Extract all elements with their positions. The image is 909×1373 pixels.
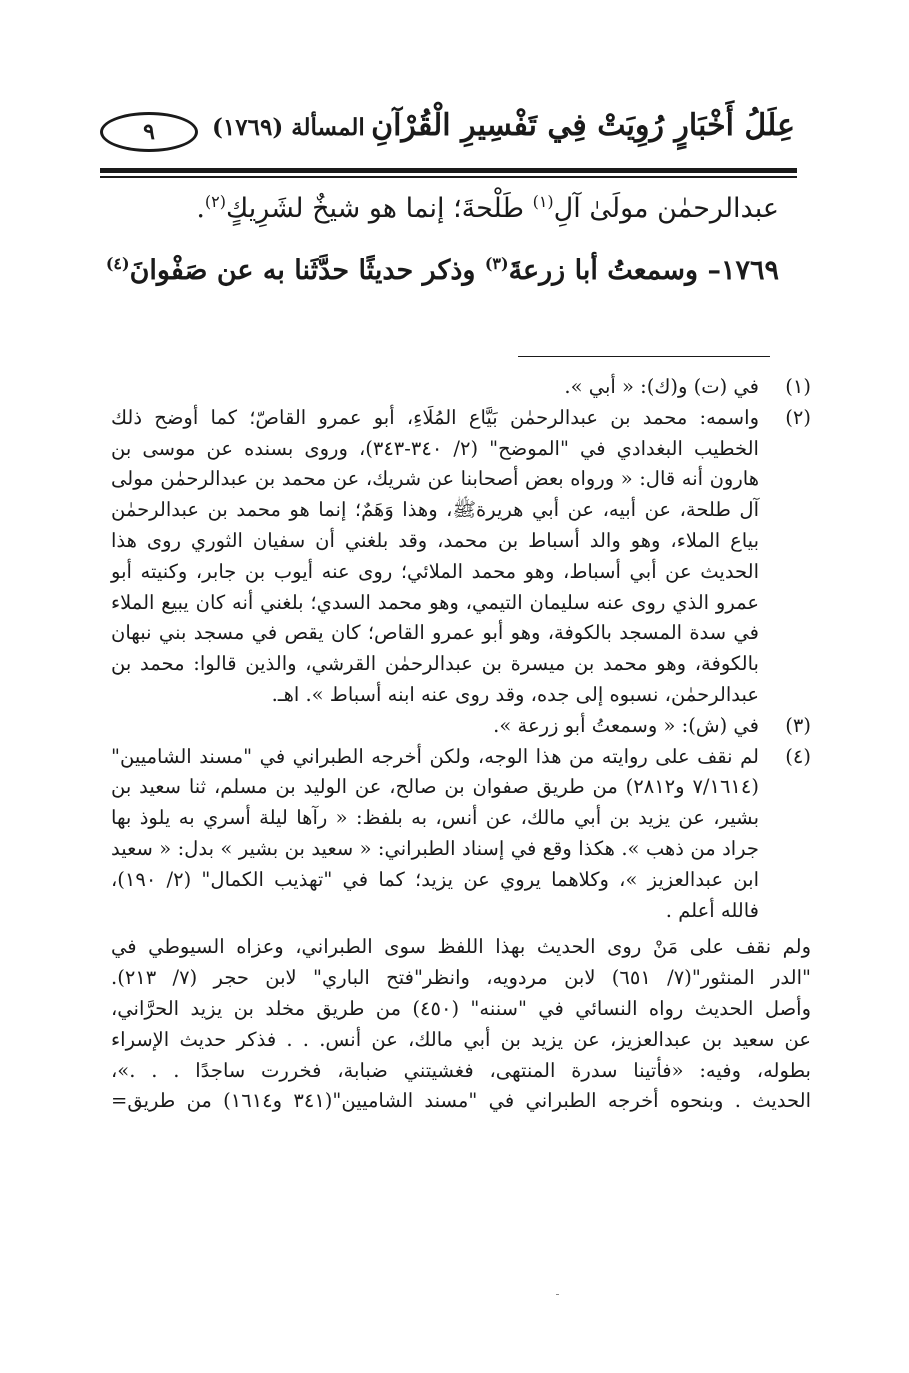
issue-label: المسألة (١٧٦٩): [212, 114, 365, 141]
footnote-3: [111, 711, 811, 742]
footnote-line: جراد من ذهب ». هكذا وقع في إسناد الطبراني: « سعيد بن بشير » بدل: « سعيد: [111, 836, 759, 860]
footnote-line: آل طلحة، عن أبيه، عن أبي هريرةﷺ، وهذا وَهَمٌ؛ إنما هو محمد بن عبدالرحمٰن: [111, 498, 759, 522]
main-text-line-1: [119, 192, 779, 224]
footnote-line: بياع الملاء، وهو والد أسباط بن محمد، وقد بلغني أن سفيان الثوري روى هذا: [111, 528, 759, 552]
footnote-number: (٢): [785, 405, 811, 429]
footnote-line: ابن عبدالعزيز »، وكلاهما يروي عن يزيد؛ كما في "تهذيب الكمال" (٢/ ١٩٠)،: [111, 867, 759, 891]
footnote-number: (١): [785, 375, 811, 398]
footnote-line: الحديث . وبنحوه أخرجه الطبراني في "مسند الشاميين"(٣٤١ و١٦١٤) من طريق=: [111, 1089, 811, 1113]
issue-heading-line: [105, 254, 779, 286]
running-header: [100, 100, 795, 160]
header-rule-thin: [100, 176, 797, 178]
footnote-number: (٣): [785, 713, 811, 737]
footnote-4: [111, 742, 811, 927]
footnote-2: [111, 403, 811, 711]
scan-speck: [556, 1294, 559, 1295]
footnote-ref[interactable]: (٣): [484, 254, 509, 273]
footnote-line: ولم نقف على مَنْ روى الحديث بهذا اللفظ سوى الطبراني، وعزاه السيوطي في: [111, 935, 811, 959]
footnote-ref[interactable]: (١): [532, 192, 554, 211]
footnote-line: "الدر المنثور"(٧/ ٦٥١) لابن مردويه، وانظر"فتح الباري" لابن حجر (٧/ ٢١٣).: [111, 966, 811, 990]
issue-heading: وذكر حديثًا حدَّثَنا به عن صَفْوانَ: [129, 255, 485, 286]
page-number: ٩: [143, 119, 155, 145]
footnote-line: في (ش): « وسمعتُ أبو زرعة ».: [493, 713, 759, 737]
footnote-1: [111, 372, 811, 403]
footnotes-section: [111, 372, 811, 1117]
footnote-line: عبدالرحمٰن، نسبوه إلى جده، وقد روى عنه ابنه أسباط ». اهـ.: [271, 682, 759, 706]
footnote-separator: [518, 356, 770, 357]
main-text: طَلْحةَ؛ إنما هو شيخٌ لشَرِيكٍ: [226, 193, 533, 224]
footnote-line: وأصل الحديث رواه النسائي في "سننه" (٤٥٠) من طريق مخلد بن يزيد الحرَّاني،: [111, 996, 811, 1020]
header-rule-thick: [100, 168, 797, 173]
footnote-line: الخطيب البغدادي في "الموضح" (٢/ ٣٤٠-٣٤٣)، وروى بسنده عن موسى بن: [111, 436, 759, 460]
footnote-ref[interactable]: (٢): [204, 192, 227, 211]
footnote-line: عن سعيد بن عبدالعزيز، عن يزيد بن أبي مالك، عن أنس. . . فذكر حديث الإسراء: [111, 1027, 811, 1051]
footnote-line: في (ت) و(ك): « أبي ».: [564, 375, 759, 398]
footnote-ref[interactable]: (٤): [105, 254, 130, 273]
main-text: عبدالرحمٰن مولَىٰ آلِ: [553, 193, 779, 224]
footnote-line: بالكوفة، وهو محمد بن ميسرة بن عبدالرحمٰن القرشي، والذين قالوا: محمد بن: [111, 652, 759, 676]
main-text: .: [196, 193, 205, 224]
footnote-line: في سدة المسجد بالكوفة، وهو أبو عمرو القاص؛ كان يقص في مسجد بني نبهان: [111, 621, 759, 645]
footnote-line: (٧/١٦١٤ و٢٨١٢) من طريق صفوان بن صالح، عن الوليد بن مسلم، ثنا سعيد بن: [111, 775, 759, 799]
footnote-line: عمرو الذي روى عنه سليمان التيمي، وهو محمد السدي؛ بلغني أنه كان يبيع الملاء: [111, 590, 759, 614]
page-number-badge: [100, 112, 198, 152]
footnote-line: بطوله، وفيه: «فأتينا سدرة المنتهى، فغشيتني ضبابة، فخررت ساجدًا . . .»،: [111, 1058, 811, 1082]
footnote-continuation: [111, 932, 811, 1117]
footnote-line: فالله أعلم .: [665, 898, 759, 922]
issue-heading: ١٧٦٩– وسمعتُ أبا زرعةَ: [508, 255, 779, 286]
footnote-line: الحديث عن أبي أسباط، وهو محمد الملائي؛ روى عنه أيوب بن جابر، وكنيته أبو: [111, 559, 759, 583]
footnote-line: لم نقف على روايته من هذا الوجه، ولكن أخرجه الطبراني في "مسند الشاميين": [111, 744, 759, 768]
footnote-number: (٤): [785, 744, 811, 768]
footnote-line: هارون أنه قال: « ورواه بعض أصحابنا عن شريك، عن محمد بن عبدالرحمٰن مولى: [111, 467, 759, 491]
footnote-line: بشير، عن يزيد بن أبي مالك، عن أنس، به بلفظ: « رآها ليلة أسري به يلوذ بها: [111, 806, 759, 830]
footnote-line: واسمه: محمد بن عبدالرحمٰن بَيَّاع المُلَاءِ، أبو عمرو القاصّ؛ كما أوضح ذلك: [111, 405, 759, 429]
book-title: عِلَلُ أَخْبَارٍ رُوِيَتْ فِي تَفْسِيرِ الْقُرْآنِ: [371, 108, 795, 143]
